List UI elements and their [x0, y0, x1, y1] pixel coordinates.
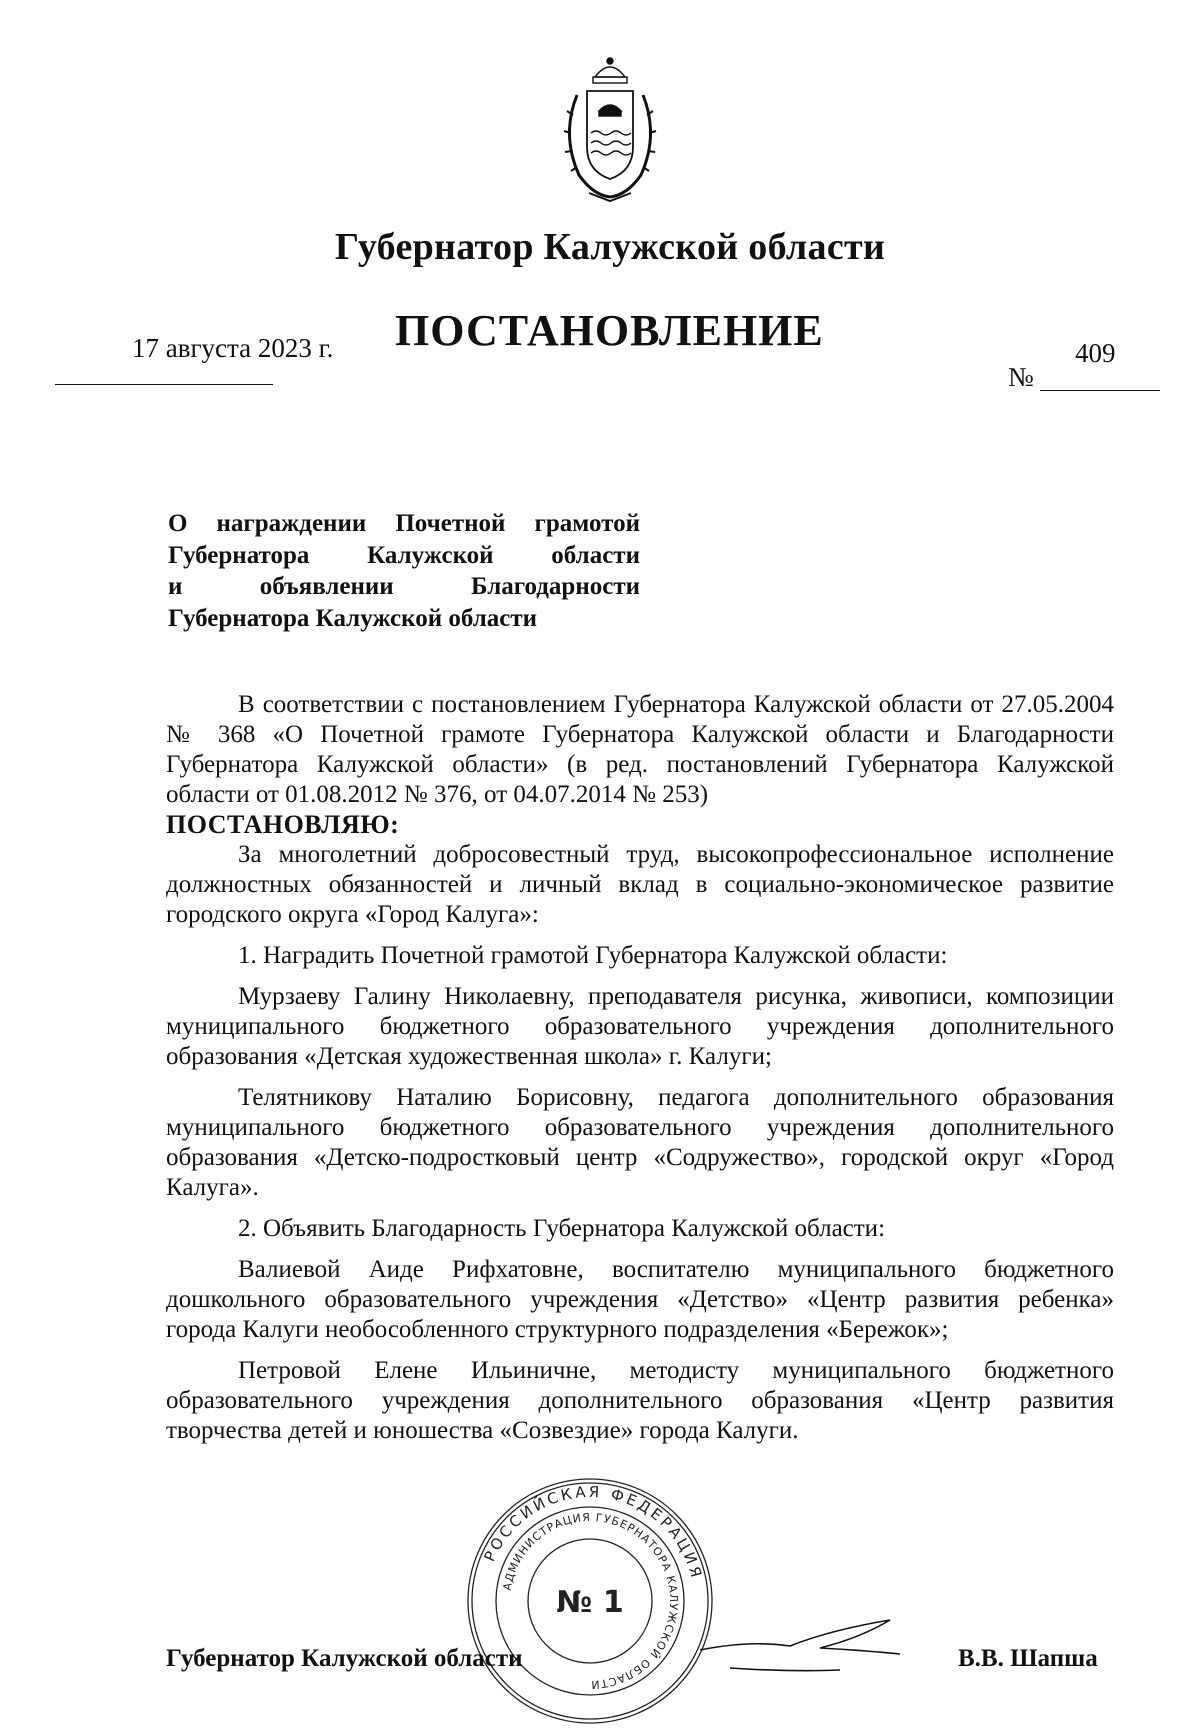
subject-line: О награждении Почетной грамотой	[168, 510, 640, 537]
date-underline	[55, 384, 273, 385]
seal-inner-text: АДМИНИСТРАЦИЯ ГУБЕРНАТОРА КАЛУЖСКОЙ ОБЛАСТИ	[500, 1510, 681, 1692]
document-number: 409	[1075, 338, 1116, 368]
subject-line: Губернатора Калужской области	[168, 541, 640, 569]
document-type: ПОСТАНОВЛЕНИЕ	[395, 306, 824, 355]
item1-title: 1. Наградить Почетной грамотой Губернатора Калужской области:	[238, 942, 948, 969]
seal-outer-text: РОССИЙСКАЯ ФЕДЕРАЦИЯ	[480, 1482, 706, 1583]
intro-paragraph: За многолетний добросовестный труд, высокопрофессиональное исполнение должностных обязанностей и личный вклад в социально-экономическое развитие городского округа «Город Калуга»:	[166, 841, 1114, 928]
authority-title: Губернатор Калужской области	[334, 226, 886, 268]
coat-of-arms-icon	[555, 55, 665, 205]
document-subject	[168, 508, 640, 634]
document-body	[166, 690, 1114, 1446]
number-label: №	[1008, 362, 1034, 392]
handwritten-signature	[690, 1610, 920, 1680]
decree-heading: ПОСТАНОВЛЯЮ:	[166, 810, 400, 839]
item1-recipient-a: Мурзаеву Галину Николаевну, преподавателя рисунка, живописи, композиции муниципального бюджетного образовательного учреждения дополнительного образования «Детская художественная школа» г. Калуги;	[166, 983, 1114, 1070]
official-seal	[460, 1470, 720, 1732]
subject-line: Губернатора Калужской области	[168, 604, 538, 632]
subject-line: и объявлении Благодарности	[168, 573, 640, 600]
seal-center-text: № 1	[556, 1585, 624, 1620]
preamble-paragraph: В соответствии с постановлением Губернатора Калужской области от 27.05.2004 № 368 «О Почетной грамоте Губернатора Калужской области и Благодарности Губернатора Калужской области» (в ред. постановлений Губернатора Калужской области от 01.08.2012 № 376, от 04.07.2014 № 253)	[166, 691, 1114, 808]
signatory-title: Губернатор Калужской области	[166, 1645, 523, 1672]
signatory-name: В.В. Шапша	[958, 1645, 1098, 1672]
item1-recipient-b: Телятникову Наталию Борисовну, педагога дополнительного образования муниципального бюджетного образовательного учреждения дополнительного образования «Детско-подростковый центр «Содружество», городской округ «Город Калуга».	[166, 1084, 1114, 1201]
number-underline	[1040, 390, 1160, 391]
item2-recipient-b: Петровой Елене Ильиничне, методисту муниципального бюджетного образовательного учреждения дополнительного образования «Центр развития творчества детей и юношества «Созвездие» города Калуги.	[166, 1357, 1114, 1444]
document-date: 17 августа 2023 г.	[132, 333, 334, 363]
item2-title: 2. Объявить Благодарность Губернатора Калужской области:	[238, 1215, 886, 1242]
item2-recipient-a: Валиевой Аиде Рифхатовне, воспитателю муниципального бюджетного дошкольного образовательного учреждения «Детство» «Центр развития ребенка» города Калуги необособленного структурного подразделения «Бережок»;	[166, 1256, 1114, 1343]
